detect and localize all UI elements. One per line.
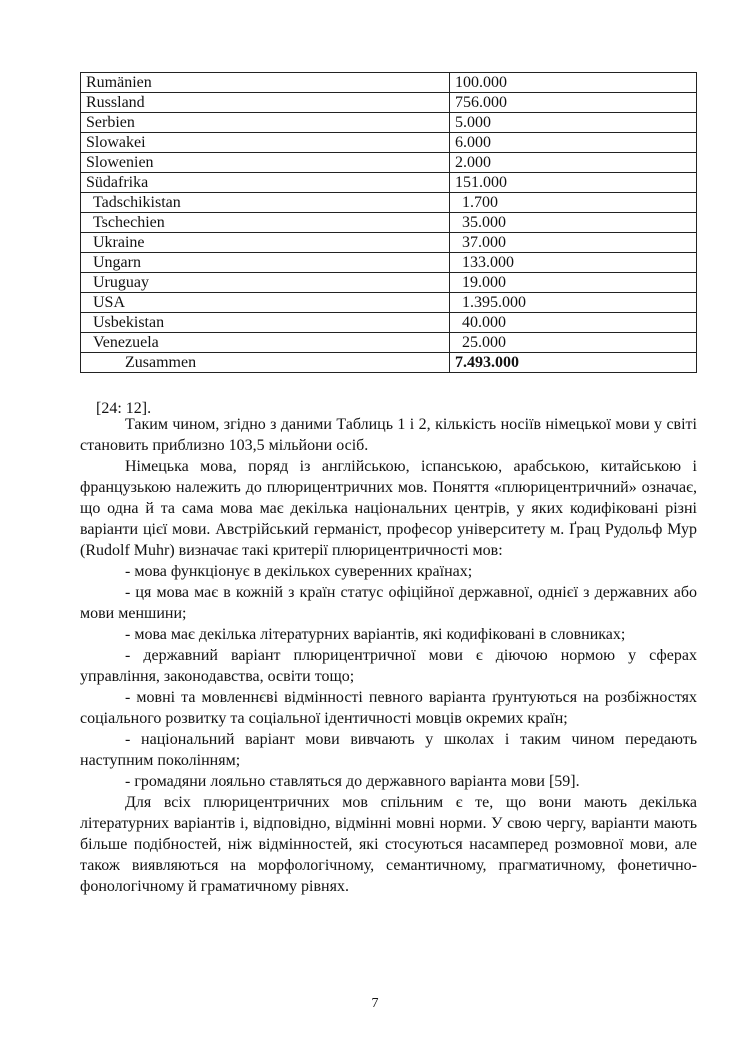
table-row bbox=[81, 73, 697, 93]
table-row bbox=[81, 253, 697, 273]
table-row bbox=[81, 213, 697, 233]
country-cell: Rumänien bbox=[81, 73, 450, 93]
speakers-table bbox=[80, 72, 697, 373]
total-value-cell: 7.493.000 bbox=[450, 353, 697, 373]
country-cell: Russland bbox=[81, 93, 450, 113]
value-cell: 37.000 bbox=[450, 233, 697, 253]
table-total-row bbox=[81, 353, 697, 373]
body-text bbox=[80, 414, 697, 897]
value-cell: 19.000 bbox=[450, 273, 697, 293]
country-cell: Ukraine bbox=[81, 233, 450, 253]
criteria-item: - мова має декілька літературних варіантів, які кодифіковані в словниках; bbox=[125, 626, 626, 643]
table-row bbox=[81, 153, 697, 173]
country-cell: Slowakei bbox=[81, 133, 450, 153]
table-row bbox=[81, 133, 697, 153]
value-cell: 25.000 bbox=[450, 333, 697, 353]
country-cell: Tschechien bbox=[81, 213, 450, 233]
criteria-item: - мовні та мовленнєві відмінності певного варіанта ґрунтуються на розбіжностях соціального розвитку та соціальної ідентичності мовців окремих країн; bbox=[80, 689, 697, 727]
table-row bbox=[81, 193, 697, 213]
value-cell: 5.000 bbox=[450, 113, 697, 133]
table-row bbox=[81, 113, 697, 133]
paragraph-common-features: Для всіх плюрицентричних мов спільним є те, що вони мають декілька літературних варіантів і, відповідно, відмінні мовні норми. У свою чергу, варіанти мають більше подібностей, ніж відмінностей, які стосуються насамперед розмовної мови, але також виявляються на морфологічному, семантичному, прагматичному, фонетично- фонологічному й граматичному рівнях. bbox=[80, 794, 697, 895]
value-cell: 6.000 bbox=[450, 133, 697, 153]
table-row bbox=[81, 173, 697, 193]
value-cell: 35.000 bbox=[450, 213, 697, 233]
page-number: 7 bbox=[371, 996, 379, 1011]
criteria-item: - громадяни лояльно ставляться до державного варіанта мови [59]. bbox=[125, 773, 580, 790]
value-cell: 756.000 bbox=[450, 93, 697, 113]
country-cell: Venezuela bbox=[81, 333, 450, 353]
country-cell: Slowenien bbox=[81, 153, 450, 173]
table-body bbox=[81, 73, 697, 373]
value-cell: 100.000 bbox=[450, 73, 697, 93]
country-cell: Tadschikistan bbox=[81, 193, 450, 213]
value-cell: 133.000 bbox=[450, 253, 697, 273]
value-cell: 1.700 bbox=[450, 193, 697, 213]
country-cell: Uruguay bbox=[81, 273, 450, 293]
country-cell: Ungarn bbox=[81, 253, 450, 273]
criteria-item: - державний варіант плюрицентричної мови є діючою нормою у сферах управління, законодавства, освіти тощо; bbox=[80, 647, 697, 685]
value-cell: 1.395.000 bbox=[450, 293, 697, 313]
table-row bbox=[81, 333, 697, 353]
total-label-cell: Zusammen bbox=[81, 353, 450, 373]
criteria-item: - мова функціонує в декількох суверенних країнах; bbox=[125, 563, 473, 580]
table-row bbox=[81, 293, 697, 313]
value-cell: 2.000 bbox=[450, 153, 697, 173]
table-source-reference: [24: 12]. bbox=[96, 400, 152, 417]
table-row bbox=[81, 93, 697, 113]
criteria-item: - ця мова має в кожній з країн статус офіційної державної, однієї з державних або мови меншини; bbox=[80, 584, 697, 622]
country-cell: Usbekistan bbox=[81, 313, 450, 333]
country-cell: Südafrika bbox=[81, 173, 450, 193]
criteria-item: - національний варіант мови вивчають у школах і таким чином передають наступним поколінням; bbox=[80, 731, 697, 769]
value-cell: 151.000 bbox=[450, 173, 697, 193]
country-cell: USA bbox=[81, 293, 450, 313]
value-cell: 40.000 bbox=[450, 313, 697, 333]
table-row bbox=[81, 313, 697, 333]
table-row bbox=[81, 233, 697, 253]
paragraph-speaker-count: Таким чином, згідно з даними Таблиць 1 і 2, кількість носіїв німецької мови у світі становить приблизно 103,5 мільйони осіб. bbox=[80, 416, 697, 454]
paragraph-pluricentric-definition: Німецька мова, поряд із англійською, іспанською, арабською, китайською і французькою належить до плюрицентричних мов. Поняття «плюрицентричний» означає, що одна й та сама мова має декілька національних центрів, у яких кодифіковані різні варіанти цієї мови. Австрійський германіст, професор університету м. Ґрац Рудольф Мур (Rudolf Muhr) визначає такі критерії плюрицентричності мов: bbox=[80, 458, 697, 559]
country-cell: Serbien bbox=[81, 113, 450, 133]
table-row bbox=[81, 273, 697, 293]
